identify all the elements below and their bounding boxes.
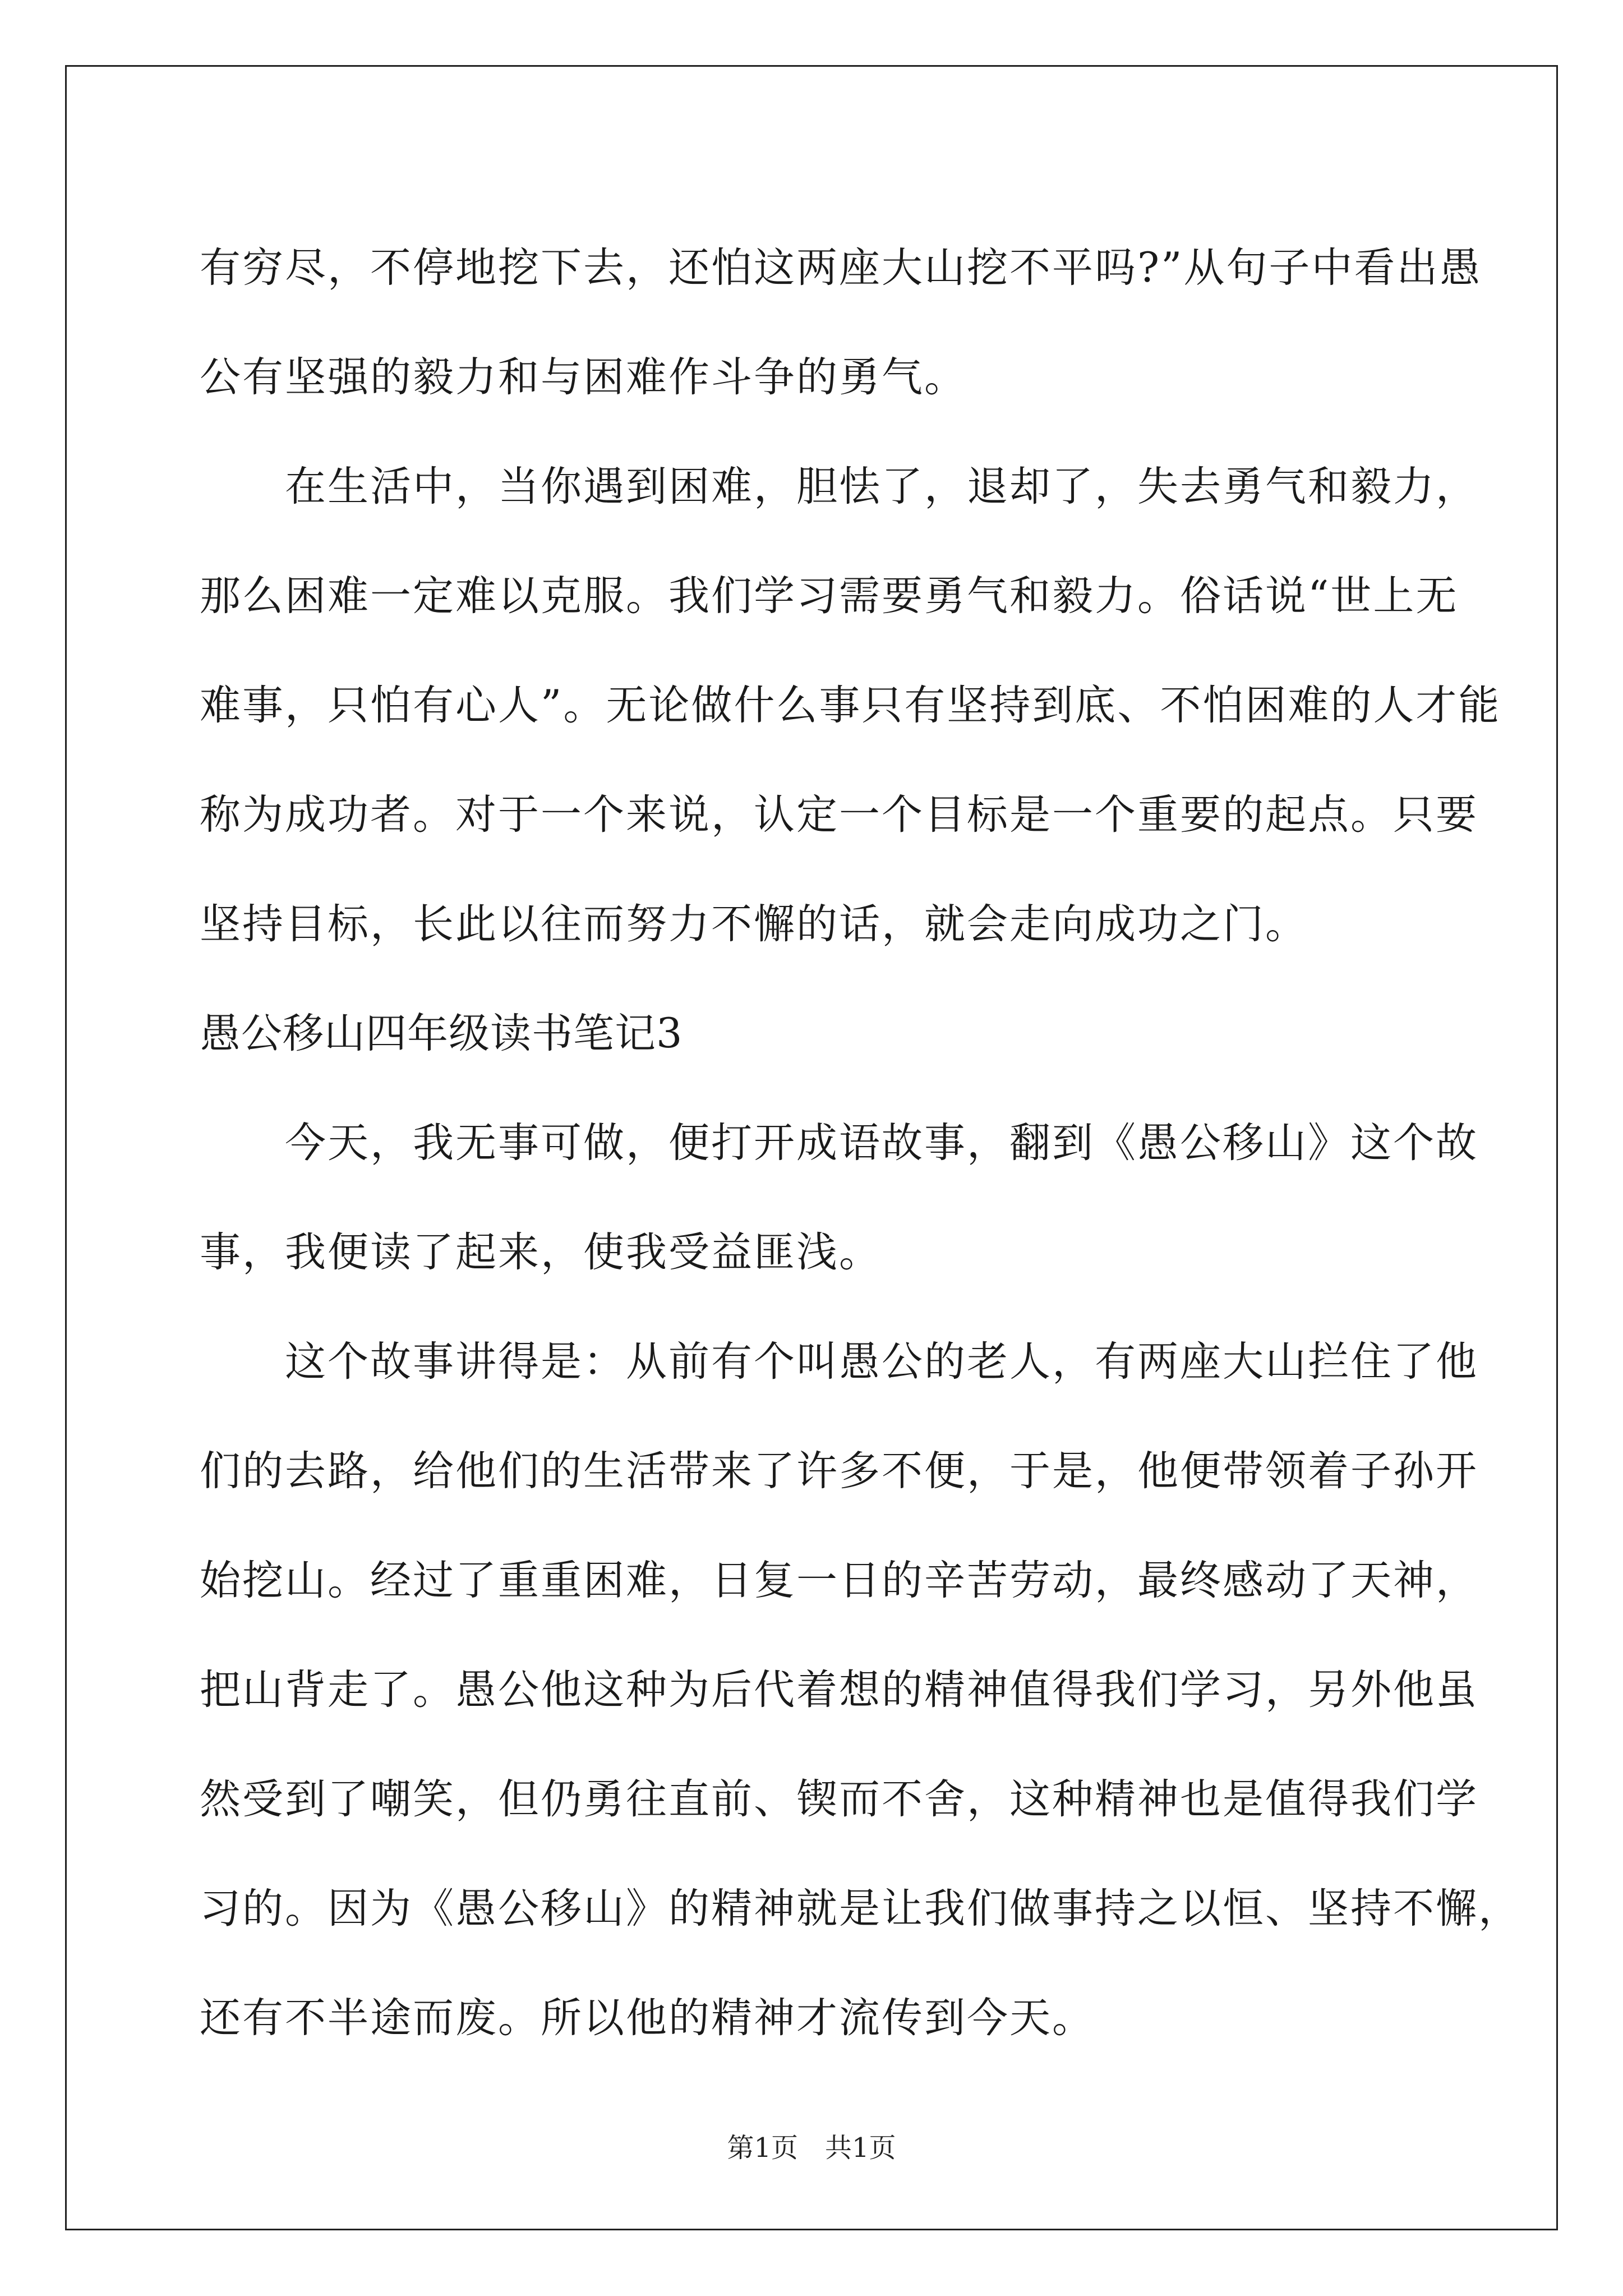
text-line: 然受到了嘲笑，但仍勇往直前、锲而不舍，这种精神也是值得我们学 — [200, 1775, 1478, 1823]
text-line: 把山背走了。愚公他这种为后代着想的精神值得我们学习，另外他虽 — [200, 1666, 1478, 1714]
text-line: 事，我便读了起来，使我受益匪浅。 — [200, 1228, 882, 1276]
page-footer: 第1页 共1页 — [727, 2132, 896, 2164]
text-line: 有穷尽，不停地挖下去，还怕这两座大山挖不平吗?”从句子中看出愚 — [200, 244, 1482, 292]
text-line: 难事，只怕有心人”。无论做什么事只有坚持到底、不怕困难的人才能 — [200, 682, 1501, 729]
text-line: 今天，我无事可做，便打开成语故事，翻到《愚公移山》这个故 — [200, 1119, 1478, 1167]
text-line: 始挖山。经过了重重困难，日复一日的辛苦劳动，最终感动了天神， — [200, 1557, 1478, 1604]
text-line: 那么困难一定难以克服。我们学习需要勇气和毅力。俗话说“世上无 — [200, 572, 1459, 620]
text-line: 们的去路，给他们的生活带来了许多不便，于是，他便带领着子孙开 — [200, 1447, 1478, 1495]
text-line: 在生活中，当你遇到困难，胆怯了，退却了，失去勇气和毅力， — [200, 463, 1478, 510]
section-heading: 愚公移山四年级读书笔记3 — [200, 1010, 683, 1057]
text-line: 坚持目标，长此以往而努力不懈的话，就会走向成功之门。 — [200, 900, 1308, 948]
text-line: 习的。因为《愚公移山》的精神就是让我们做事持之以恒、坚持不懈， — [200, 1885, 1521, 1932]
text-line: 公有坚强的毅力和与困难作斗争的勇气。 — [200, 353, 967, 401]
text-line: 还有不半途而废。所以他的精神才流传到今天。 — [200, 1994, 1095, 2042]
document-body — [200, 213, 1521, 2073]
text-line: 称为成功者。对于一个来说，认定一个目标是一个重要的起点。只要 — [200, 791, 1478, 839]
text-line: 这个故事讲得是：从前有个叫愚公的老人，有两座大山拦住了他 — [200, 1338, 1478, 1386]
